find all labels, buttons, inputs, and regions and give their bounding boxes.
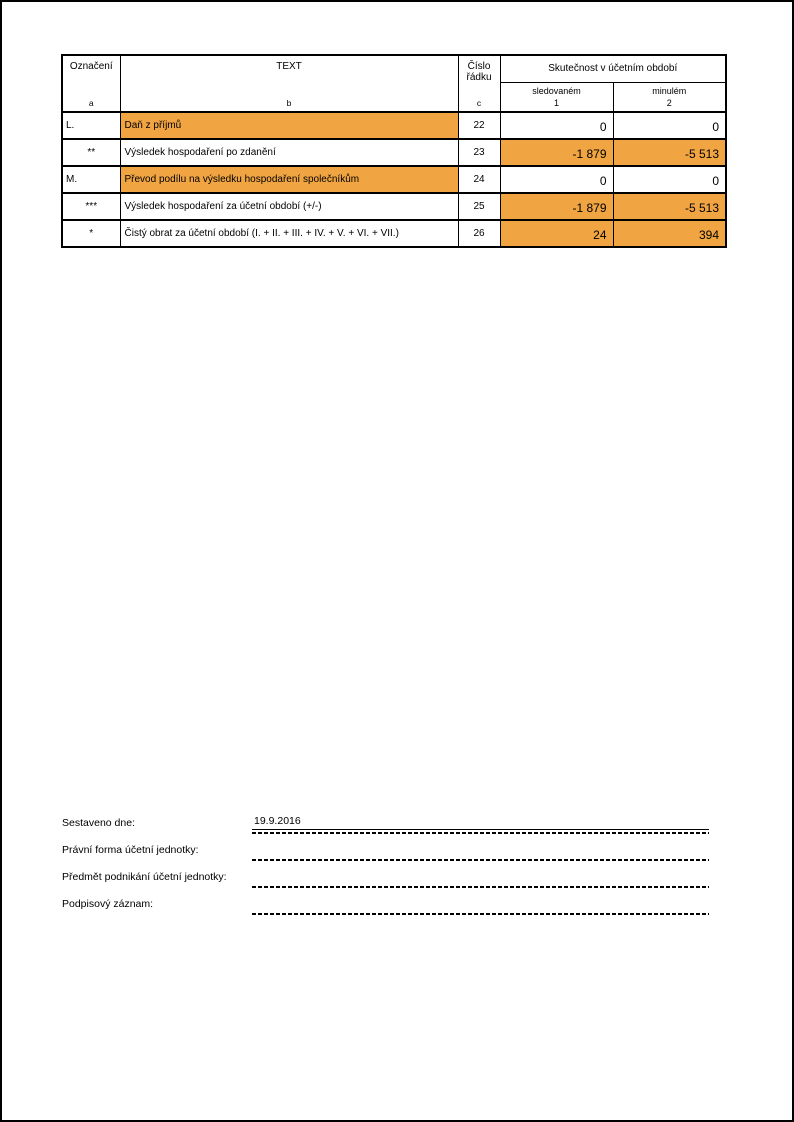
field-label: Předmět podnikání účetní jednotky: [62,871,227,883]
row-line-number: 22 [458,112,500,139]
row-designation: M. [62,166,120,193]
col-letter-a: a [88,98,94,108]
col-header-previous-period [613,82,726,112]
col-header-line-number-line2: řádku [466,72,492,83]
row-value-previous: 394 [613,220,726,247]
row-line-number: 25 [458,193,500,220]
col-header-line-number [458,55,500,112]
row-line-number: 26 [458,220,500,247]
table-row [62,220,726,247]
row-value-previous: 0 [613,166,726,193]
previous-period-label: minulém [652,85,687,96]
field-label: Právní forma účetní jednotky: [62,844,199,856]
income-statement-table [61,54,727,248]
solid-underline [252,829,709,830]
current-period-number: 1 [553,97,559,108]
table-body [62,112,726,247]
field-line [252,814,709,841]
col-header-current-period [500,82,613,112]
row-text: Výsledek hospodaření za účetní období (+/-) [120,193,458,220]
field-line [252,895,709,922]
dashed-underline [252,859,709,861]
table-header [62,55,726,112]
row-text: Daň z příjmů [120,112,458,139]
dashed-underline [252,913,709,915]
row-line-number: 23 [458,139,500,166]
row-value-previous: 0 [613,112,726,139]
col-letter-c: c [476,98,482,108]
col-header-designation [62,55,120,112]
row-value-current: 0 [500,112,613,139]
row-value-previous: -5 513 [613,193,726,220]
row-text: Výsledek hospodaření po zdanění [120,139,458,166]
row-value-current: -1 879 [500,193,613,220]
dashed-underline [252,886,709,888]
col-header-line-number-line1: Číslo [467,61,491,72]
col-header-text [120,55,458,112]
row-value-current: 24 [500,220,613,247]
compiled-date-value: 19.9.2016 [254,815,301,827]
current-period-label: sledovaném [532,85,581,96]
previous-period-number: 2 [666,97,672,108]
field-label: Podpisový záznam: [62,898,154,910]
field-line [252,841,709,868]
row-value-current: 0 [500,166,613,193]
table-row [62,112,726,139]
field-line [252,868,709,895]
row-text: Převod podílu na výsledku hospodaření společníkům [120,166,458,193]
row-designation: L. [62,112,120,139]
row-line-number: 24 [458,166,500,193]
dashed-underline [252,832,709,834]
col-header-designation-label: Označení [69,61,113,72]
row-designation: *** [62,193,120,220]
col-header-period-group: Skutečnost v účetním období [500,55,726,82]
row-value-current: -1 879 [500,139,613,166]
col-letter-b: b [286,98,292,108]
field-label: Sestaveno dne: [62,817,135,829]
row-designation: ** [62,139,120,166]
col-header-text-label: TEXT [276,61,302,72]
field-business-activity [62,868,709,895]
table-row [62,193,726,220]
field-legal-form [62,841,709,868]
signature-section [62,814,709,922]
row-value-previous: -5 513 [613,139,726,166]
field-signature [62,895,709,922]
row-designation: * [62,220,120,247]
row-text: Čistý obrat za účetní období (I. + II. + III. + IV. + V. + VI. + VII.) [120,220,458,247]
table-row [62,166,726,193]
table-row [62,139,726,166]
field-compiled-date [62,814,709,841]
